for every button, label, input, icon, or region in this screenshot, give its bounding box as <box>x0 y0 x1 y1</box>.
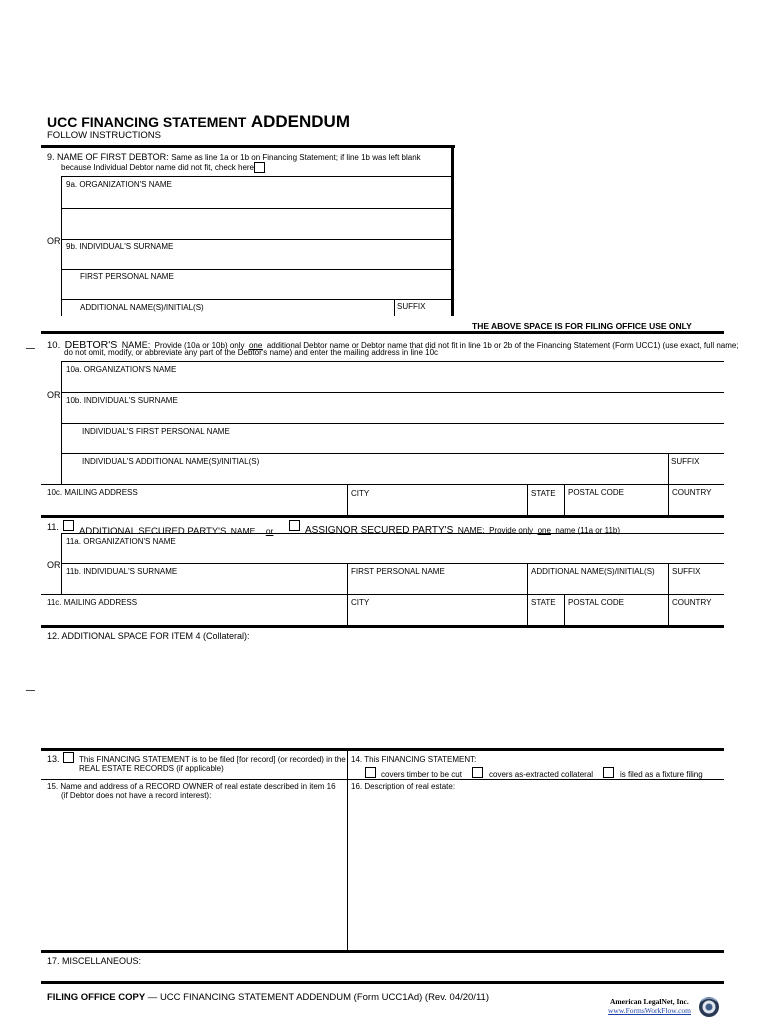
item10-suffix-label: SUFFIX <box>671 457 700 466</box>
item9b-label: 9b. INDIVIDUAL'S SURNAME <box>66 242 174 251</box>
footer-company: American LegalNet, Inc. <box>610 997 689 1006</box>
item10-label: DEBTOR'S <box>64 339 118 351</box>
rule <box>668 563 669 594</box>
rule <box>527 594 528 625</box>
item9a-label: 9a. ORGANIZATION'S NAME <box>66 180 172 189</box>
item11-assignor-checkbox[interactable] <box>289 520 300 531</box>
item11b-label: 11b. INDIVIDUAL'S SURNAME <box>66 567 178 576</box>
item12-collateral-field[interactable] <box>41 643 724 747</box>
item13-real-estate-checkbox[interactable] <box>63 752 74 763</box>
rule <box>347 563 348 594</box>
item11c-country-label: COUNTRY <box>672 598 712 607</box>
item16-real-estate-field[interactable] <box>349 794 723 948</box>
item9-header <box>47 152 421 162</box>
rule <box>61 208 451 209</box>
rule <box>564 594 565 625</box>
rule <box>41 484 724 485</box>
margin-mark <box>26 690 35 691</box>
item13-num: 13. <box>47 754 60 764</box>
item10c-state-label: STATE <box>531 489 556 498</box>
item11c-city-label: CITY <box>351 598 370 607</box>
item11-additional-checkbox[interactable] <box>63 520 74 531</box>
item10-desc1a: Provide (10a or 10b) only <box>154 341 245 350</box>
rule <box>668 484 669 515</box>
item12-top-rule <box>41 625 724 628</box>
item10-desc1b: one <box>248 341 263 350</box>
item11-top-rule <box>41 515 724 518</box>
item10-label2: NAME: <box>121 340 151 350</box>
item10c-mailing-label: 10c. MAILING ADDRESS <box>47 488 138 497</box>
rule <box>527 563 528 594</box>
rule <box>61 563 724 564</box>
item17-misc-field[interactable] <box>41 967 724 980</box>
item11-additional-label: ADDITIONAL SECURED PARTY'S <box>79 526 227 537</box>
item11-provide: Provide only <box>489 526 534 535</box>
item14-timber-checkbox[interactable] <box>365 767 376 778</box>
title-main: UCC FINANCING STATEMENT <box>47 114 247 130</box>
item9-top-rule <box>41 145 455 148</box>
item11-or: or <box>265 526 274 536</box>
item11c-state-label: STATE <box>531 598 556 607</box>
item10c-postal-label: POSTAL CODE <box>568 488 625 497</box>
item11a-field[interactable] <box>62 546 723 563</box>
item9-right-rule <box>451 145 454 316</box>
item15-text1: 15. Name and address of a RECORD OWNER of real estate described in item 16 <box>47 782 336 791</box>
item9-same-checkbox[interactable] <box>254 162 265 173</box>
item10-desc1c: additional Debtor name or Debtor name that did not fit in line 1b or 2b of the Financing Statement (Form UCC1) (use exact, full name; <box>266 341 739 350</box>
item14-opt3: is filed as a fixture filing <box>620 770 703 779</box>
rule <box>527 484 528 515</box>
rule <box>61 423 724 424</box>
item11-one: one <box>537 526 551 535</box>
rule <box>61 533 724 534</box>
item9b-field[interactable] <box>62 251 450 269</box>
item9-suffix-label: SUFFIX <box>397 302 426 311</box>
item10-or: OR <box>47 390 61 400</box>
rule <box>347 594 348 625</box>
item11-header-right <box>305 520 620 538</box>
item10-top-rule <box>41 331 724 334</box>
rule <box>61 239 451 240</box>
item9-first-label: FIRST PERSONAL NAME <box>80 272 174 281</box>
rule <box>394 299 395 316</box>
item10a-field[interactable] <box>62 374 723 392</box>
rule <box>668 594 669 625</box>
item12-label: 12. ADDITIONAL SPACE FOR ITEM 4 (Collateral): <box>47 631 250 641</box>
rule <box>61 361 724 362</box>
item10b-field[interactable] <box>62 405 723 423</box>
item9-label: 9. NAME OF FIRST DEBTOR: <box>47 152 169 162</box>
footer-copy <box>47 992 489 1003</box>
filing-office-space: THE ABOVE SPACE IS FOR FILING OFFICE USE ONLY <box>472 321 692 331</box>
item9-additional-label: ADDITIONAL NAME(S)/INITIAL(S) <box>80 303 204 312</box>
item11-additional-names-label: ADDITIONAL NAME(S)/INITIAL(S) <box>531 567 655 576</box>
follow-instructions: FOLLOW INSTRUCTIONS <box>47 130 162 141</box>
form-title <box>47 112 350 132</box>
rule <box>61 269 451 270</box>
item11-suffix-label: SUFFIX <box>672 567 701 576</box>
item9-desc1: Same as line 1a or 1b on Financing Statement; if line 1b was left blank <box>171 153 421 162</box>
item15-text2: (if Debtor does not have a record interest): <box>61 791 212 800</box>
item10c-country-label: COUNTRY <box>672 488 712 497</box>
rule <box>668 453 669 484</box>
item10-first-label: INDIVIDUAL'S FIRST PERSONAL NAME <box>82 427 230 436</box>
item11-assignor-label: ASSIGNOR SECURED PARTY'S <box>305 525 454 536</box>
item9-first-field[interactable] <box>62 281 450 299</box>
footer-website[interactable]: www.FormsWorkFlow.com <box>608 1006 692 1015</box>
item10-num: 10. <box>47 340 61 351</box>
footer-logo <box>604 995 720 1021</box>
item11-name1: NAME <box>230 526 256 536</box>
item17-top-rule <box>41 950 724 953</box>
rule <box>61 176 451 177</box>
item14-opt2: covers as-extracted collateral <box>489 770 594 779</box>
rule <box>61 392 724 393</box>
item17-label: 17. MISCELLANEOUS: <box>47 956 142 966</box>
item11-first-label: FIRST PERSONAL NAME <box>351 567 445 576</box>
bottom-rule <box>41 981 724 984</box>
item13-text2: REAL ESTATE RECORDS (if applicable) <box>79 764 224 773</box>
rule <box>564 484 565 515</box>
item10-additional-label: INDIVIDUAL'S ADDITIONAL NAME(S)/INITIAL(S) <box>82 457 260 466</box>
item11c-postal-label: POSTAL CODE <box>568 598 625 607</box>
item13-text1: This FINANCING STATEMENT is to be filed [for record] (or recorded) in the <box>79 755 346 764</box>
item15-record-owner-field[interactable] <box>42 802 346 948</box>
item14-asextracted-checkbox[interactable] <box>472 767 483 778</box>
item16-label: 16. Description of real estate: <box>351 782 456 791</box>
item11a-label: 11a. ORGANIZATION'S NAME <box>66 537 176 546</box>
item14-opt1: covers timber to be cut <box>381 770 462 779</box>
item11-provide2: name (11a or 11b) <box>555 526 621 535</box>
item13-top-rule <box>41 748 724 751</box>
item11-num: 11. <box>47 522 59 532</box>
legalnet-globe-icon <box>698 995 720 1019</box>
rule <box>347 484 348 515</box>
item10-first-field[interactable] <box>62 436 723 454</box>
item11-name2: NAME: <box>457 525 485 535</box>
item11-or-label: OR <box>47 560 61 570</box>
margin-mark <box>26 348 35 349</box>
rule <box>61 299 451 300</box>
rule <box>61 453 724 454</box>
item9-desc2: because Individual Debtor name did not fit, check here <box>61 163 255 172</box>
item10c-city-label: CITY <box>351 489 370 498</box>
item10b-label: 10b. INDIVIDUAL'S SURNAME <box>66 396 178 405</box>
footer-copy-bold: FILING OFFICE COPY <box>47 992 146 1003</box>
item9a-field[interactable] <box>62 190 450 236</box>
rule <box>41 594 724 595</box>
footer-copy-rest: — UCC FINANCING STATEMENT ADDENDUM (Form UCC1Ad) (Rev. 04/20/11) <box>145 992 489 1003</box>
item10-desc2: do not omit, modify, or abbreviate any part of the Debtor's name) and enter the mailing address in line 10c <box>64 348 439 357</box>
title-addendum: ADDENDUM <box>250 112 350 131</box>
item14-fixture-checkbox[interactable] <box>603 767 614 778</box>
rule <box>41 779 724 780</box>
item9-or: OR <box>47 236 61 246</box>
item14-label: 14. This FINANCING STATEMENT: <box>351 755 477 764</box>
item10a-label: 10a. ORGANIZATION'S NAME <box>66 365 177 374</box>
item11c-mailing-label: 11c. MAILING ADDRESS <box>47 598 138 607</box>
